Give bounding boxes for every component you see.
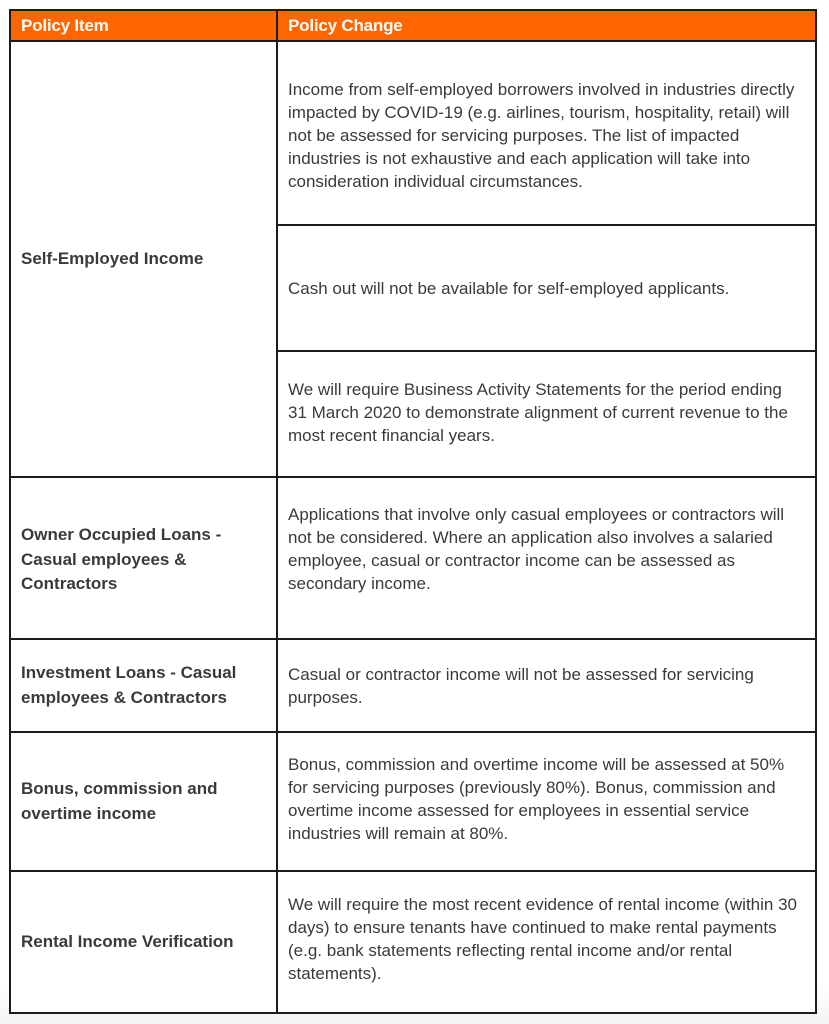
policy-change: We will require the most recent evidence of rental income (within 30 days) to ensure tenants have continued to make rental payments (e.g. bank statements reflecting rental income and/or rental statements). <box>277 871 816 1013</box>
table-header-row <box>10 10 816 41</box>
table-row <box>10 639 816 732</box>
policy-item-owner-occupied: Owner Occupied Loans - Casual employees & Contractors <box>10 477 277 639</box>
policy-change: Income from self-employed borrowers involved in industries directly impacted by COVID-19 (e.g. airlines, tourism, hospitality, retail) will not be assessed for servicing purposes. The list of impacted industries is not exhaustive and each application will take into consideration individual circumstances. <box>277 41 816 225</box>
header-policy-change: Policy Change <box>277 10 816 41</box>
policy-item-rental-income: Rental Income Verification <box>10 871 277 1013</box>
policy-change: Cash out will not be available for self-employed applicants. <box>277 225 816 351</box>
policy-change: Applications that involve only casual employees or contractors will not be considered. Where an application also involves a salaried employee, casual or contractor income can be assessed as secondary income. <box>277 477 816 639</box>
policy-item-investment-loans: Investment Loans - Casual employees & Contractors <box>10 639 277 732</box>
policy-item-self-employed: Self-Employed Income <box>10 41 277 477</box>
header-policy-item: Policy Item <box>10 10 277 41</box>
policy-item-bonus-commission: Bonus, commission and overtime income <box>10 732 277 871</box>
policy-change: We will require Business Activity Statements for the period ending 31 March 2020 to demonstrate alignment of current revenue to the most recent financial years. <box>277 351 816 477</box>
table-row <box>10 477 816 639</box>
table-row <box>10 732 816 871</box>
table-row <box>10 41 816 225</box>
table-row <box>10 871 816 1013</box>
policy-change: Bonus, commission and overtime income will be assessed at 50% for servicing purposes (previously 80%). Bonus, commission and overtime income assessed for employees in essential service industries will remain at 80%. <box>277 732 816 871</box>
policy-change: Casual or contractor income will not be assessed for servicing purposes. <box>277 639 816 732</box>
policy-table <box>9 9 817 1014</box>
